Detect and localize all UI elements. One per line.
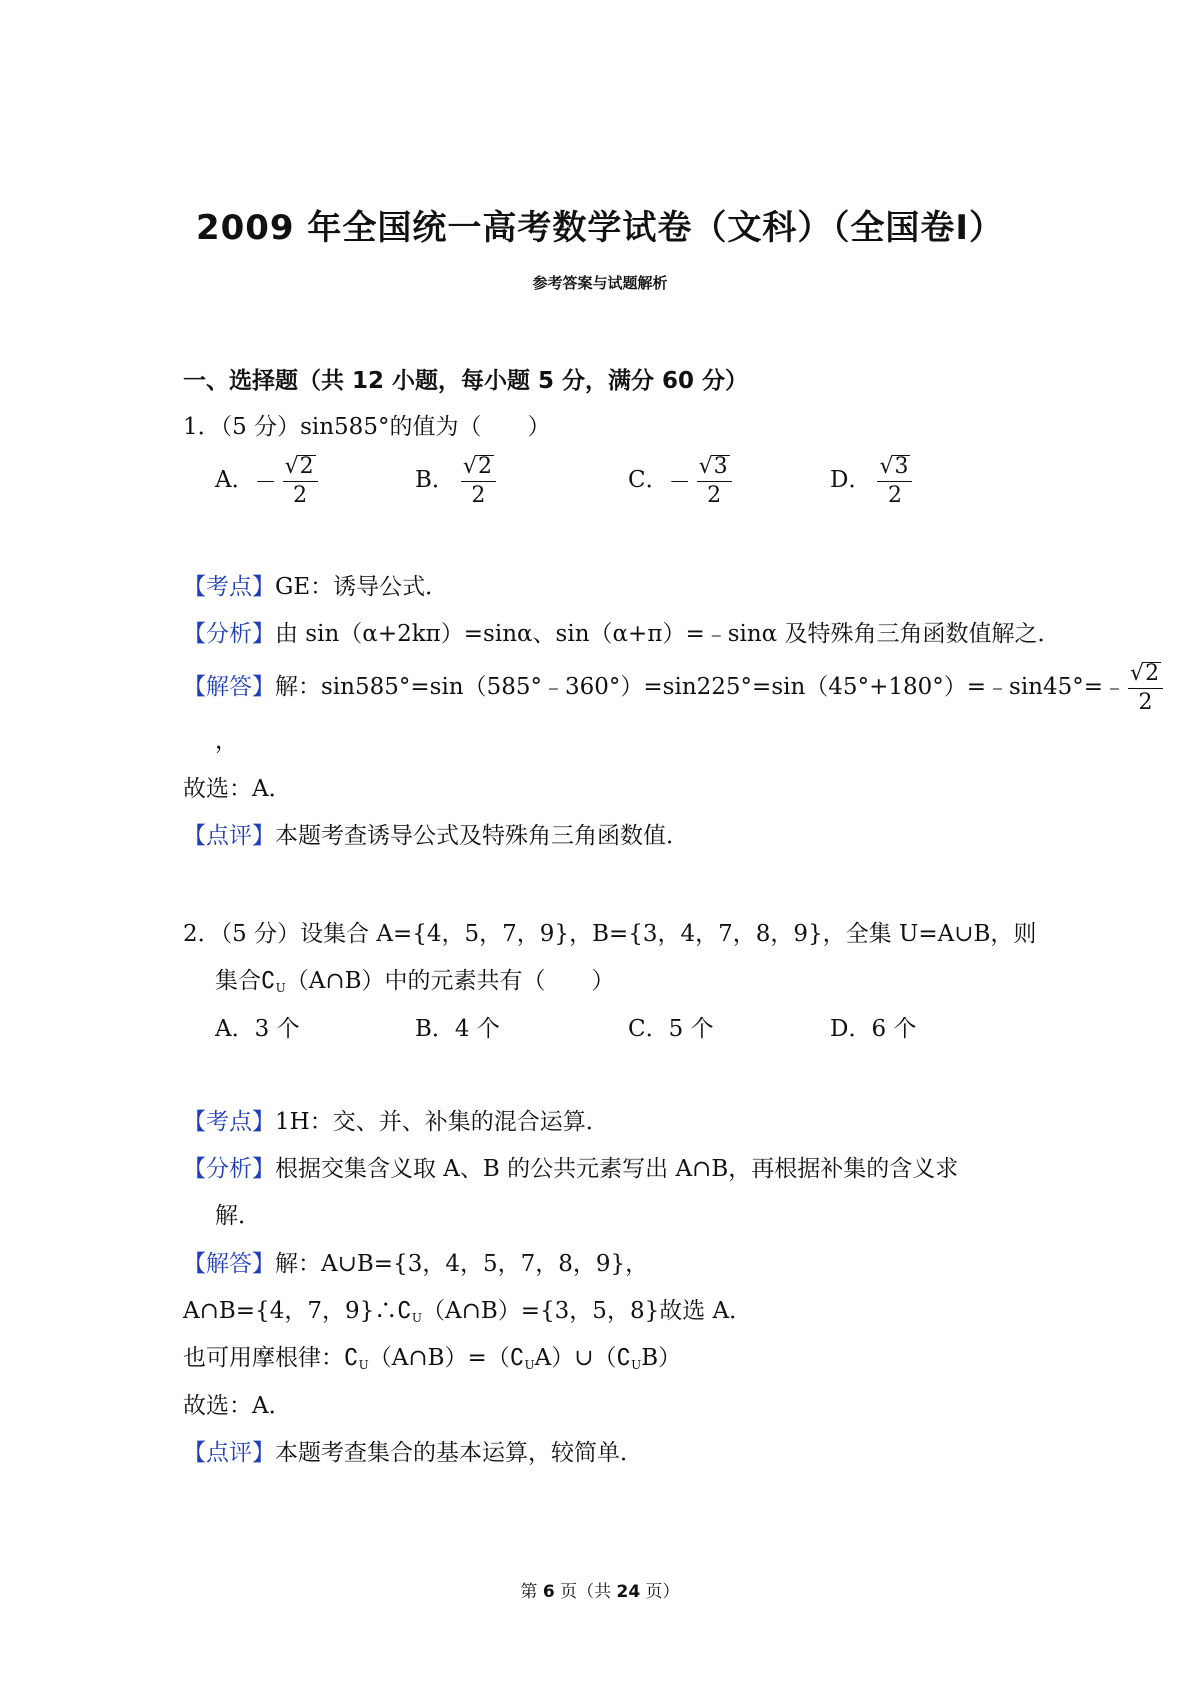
option-letter: B．: [415, 1016, 455, 1042]
subscript: U: [358, 1358, 369, 1372]
fraction: [877, 455, 912, 507]
subscript: U: [631, 1358, 642, 1372]
jieda-tag: 【解答】: [183, 1251, 275, 1277]
radicand: 2: [299, 454, 314, 479]
fenxi-tag: 【分析】: [183, 1156, 275, 1182]
section-heading: 一、选择题（共 12 小题，每小题 5 分，满分 60 分）: [183, 368, 749, 394]
fraction: [1128, 662, 1163, 714]
radicand: 2: [477, 454, 492, 479]
option-letter: C．: [628, 1016, 669, 1042]
q1-dianping: [183, 817, 689, 850]
q2-kaodian: [183, 1103, 609, 1136]
jieda-text: 解：sin585°=sin（585°﹣360°）=sin225°=sin（45°+180°）=﹣sin45°=﹣: [275, 674, 1127, 700]
fenxi-tag: 【分析】: [183, 621, 275, 647]
dianping-text: 本题考查诱导公式及特殊角三角函数值．: [275, 823, 689, 849]
option-letter: B．: [415, 467, 455, 493]
page-footer: [0, 1577, 1200, 1602]
page-subtitle: 参考答案与试题解析: [532, 274, 668, 292]
dianping-text: 本题考查集合的基本运算，较简单．: [275, 1440, 643, 1466]
q1-option-b: [415, 455, 496, 507]
fenxi-text: 根据交集含义取 A、B 的公共元素写出 A∩B，再根据补集的含义求: [275, 1156, 959, 1182]
sqrt-icon: √: [698, 453, 713, 479]
radicand: 3: [894, 454, 909, 479]
q1-guxuan: 故选：A．: [183, 776, 292, 802]
q2-option-b: [415, 1010, 500, 1043]
q2-fenxi-cont: 解．: [215, 1203, 261, 1229]
q1-fenxi: [183, 615, 1061, 648]
option-letter: A．: [215, 467, 255, 493]
kaodian-text: GE：诱导公式．: [275, 574, 449, 600]
subscript: U: [411, 1311, 422, 1325]
denominator: 2: [293, 483, 308, 508]
option-text: 6 个: [871, 1016, 917, 1042]
q2-option-c: [628, 1010, 714, 1043]
sqrt-icon: √: [462, 453, 477, 479]
text-fragment: 集合∁: [215, 968, 276, 994]
dianping-tag: 【点评】: [183, 823, 275, 849]
option-letter: C．: [628, 467, 669, 493]
q2-stem-line1: 2．（5 分）设集合 A={4，5，7，9}，B={3，4，7，8，9}，全集 U=A∪B，则: [183, 921, 1037, 947]
radicand: 3: [713, 454, 728, 479]
jieda-text: 解：A∪B={3，4，5，7，8，9}，: [275, 1251, 649, 1277]
text-fragment: （A∩B）=（∁: [368, 1345, 525, 1371]
option-text: 4 个: [454, 1016, 500, 1042]
sqrt-icon: √: [284, 453, 299, 479]
q2-stem-line2: [215, 962, 615, 995]
kaodian-tag: 【考点】: [183, 1109, 275, 1135]
subscript: U: [275, 981, 286, 995]
fraction: [283, 455, 318, 507]
radicand: 2: [1145, 661, 1160, 686]
option-letter: D．: [830, 1016, 872, 1042]
denominator: 2: [1138, 690, 1153, 715]
fraction: [697, 455, 732, 507]
sqrt-icon: √: [879, 453, 894, 479]
q1-option-d: [830, 455, 912, 507]
minus-sign: －: [668, 470, 691, 496]
total-pages: 24: [616, 1582, 641, 1602]
q2-option-d: [830, 1010, 916, 1043]
subscript: U: [524, 1358, 535, 1372]
kaodian-tag: 【考点】: [183, 574, 275, 600]
q1-option-a: [215, 455, 318, 507]
q1-option-c: [628, 455, 732, 507]
q1-kaodian: [183, 568, 448, 601]
fenxi-text: 由 sin（α+2kπ）=sinα、sin（α+π）=﹣sinα 及特殊角三角函数值解之．: [275, 621, 1061, 647]
minus-sign: －: [254, 470, 277, 496]
text-fragment: B）: [641, 1345, 682, 1371]
text-fragment: 也可用摩根律：∁: [183, 1345, 359, 1371]
footer-text: 页）: [640, 1582, 680, 1602]
page-number: 6: [542, 1582, 555, 1602]
q2-option-a: [215, 1010, 300, 1043]
denominator: 2: [887, 483, 902, 508]
text-fragment: （A∩B）中的元素共有（ ）: [285, 968, 615, 994]
text-fragment: （A∩B）={3，5，8}故选 A．: [421, 1298, 753, 1324]
footer-text: 第: [520, 1582, 543, 1602]
q2-jieda-line3: [183, 1339, 681, 1372]
q1-stem: 1．（5 分）sin585°的值为（ ）: [183, 414, 551, 440]
jieda-tag: 【解答】: [183, 674, 275, 700]
footer-text: 页（共: [554, 1582, 617, 1602]
q2-guxuan: 故选：A．: [183, 1393, 292, 1419]
q2-fenxi: [183, 1150, 958, 1183]
page-title: 2009 年全国统一高考数学试卷（文科）（全国卷Ⅰ）: [195, 208, 1005, 248]
dianping-tag: 【点评】: [183, 1440, 275, 1466]
option-text: 3 个: [254, 1016, 300, 1042]
q1-jieda: [183, 662, 1163, 714]
q2-dianping: [183, 1434, 643, 1467]
text-fragment: A∩B={4，7，9}∴∁: [183, 1298, 412, 1324]
q1-jieda-comma: ，: [215, 728, 238, 754]
option-letter: D．: [830, 467, 872, 493]
text-fragment: A）∪（∁: [534, 1345, 632, 1371]
option-text: 5 个: [668, 1016, 714, 1042]
denominator: 2: [471, 483, 486, 508]
option-letter: A．: [215, 1016, 255, 1042]
denominator: 2: [707, 483, 722, 508]
sqrt-icon: √: [1130, 660, 1145, 686]
kaodian-text: 1H：交、并、补集的混合运算．: [275, 1109, 609, 1135]
fraction: [461, 455, 496, 507]
q2-jieda-line2: [183, 1292, 752, 1325]
q2-jieda: [183, 1245, 648, 1278]
